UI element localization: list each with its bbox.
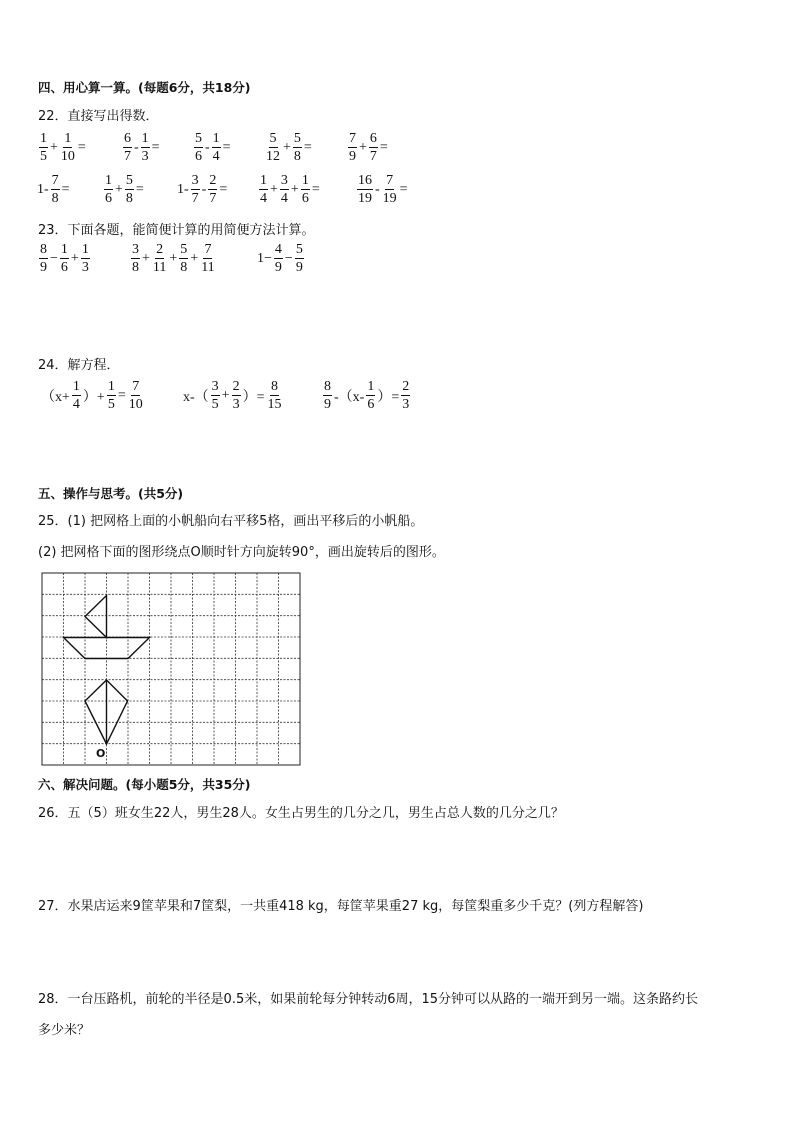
numerator: 5 — [195, 131, 202, 146]
numerator: 1 — [81, 242, 89, 257]
operator: = — [311, 182, 320, 197]
numerator: 2 — [156, 242, 164, 257]
operator: 1− — [257, 251, 272, 266]
denominator: 6 — [195, 149, 202, 164]
denominator: 7 — [191, 191, 199, 206]
point-o-label: O — [96, 747, 106, 760]
numerator: 8 — [40, 242, 47, 257]
operator: （x+ — [41, 390, 70, 405]
numerator: 8 — [270, 379, 278, 394]
fraction — [323, 380, 332, 412]
numerator: 1 — [301, 173, 309, 188]
denominator: 19 — [358, 191, 372, 206]
denominator: 10 — [128, 397, 143, 412]
denominator: 5 — [211, 397, 219, 412]
q22-expr-1 — [38, 132, 87, 164]
question-23-label: 23．下面各题，能简便计算的用简便方法计算。 — [38, 223, 315, 238]
grid-lines — [42, 573, 300, 765]
denominator: 8 — [125, 191, 133, 206]
fraction — [51, 174, 60, 206]
numerator: 3 — [191, 173, 199, 188]
question-25-part-1: 25．(1) 把网格上面的小帆船向右平移5格，画出平移后的小帆船。 — [38, 514, 424, 529]
numerator: 3 — [280, 173, 288, 188]
operator: - — [205, 140, 210, 155]
fraction — [211, 380, 220, 412]
operator: = — [61, 182, 70, 197]
numerator: 1 — [40, 131, 47, 146]
denominator: 11 — [152, 260, 167, 275]
denominator: 3 — [232, 397, 240, 412]
fraction — [81, 243, 90, 275]
numerator: 1 — [72, 379, 80, 394]
operator: - — [375, 182, 380, 197]
operator: = — [222, 140, 231, 155]
fraction — [382, 174, 398, 206]
operator: = — [135, 182, 144, 197]
q23-expr-3 — [256, 243, 305, 275]
fraction — [60, 132, 76, 164]
operator: + — [283, 140, 291, 155]
numerator: 1 — [367, 379, 375, 394]
q22-expr-9 — [258, 174, 321, 206]
denominator: 11 — [201, 260, 215, 275]
fraction — [293, 132, 302, 164]
q24-expr-1 — [40, 380, 145, 412]
question-26: 26．五（5）班女生22人，男生28人。女生占男生的几分之几，男生占总人数的几分之几？ — [38, 806, 564, 821]
fraction — [208, 174, 217, 206]
fraction — [266, 380, 282, 412]
operator: + — [290, 182, 299, 197]
fraction — [104, 174, 113, 206]
fraction — [72, 380, 81, 412]
fraction — [212, 132, 221, 164]
fraction — [401, 380, 410, 412]
sailboat-sail — [85, 596, 107, 638]
numerator: 7 — [132, 379, 140, 394]
denominator: 19 — [382, 191, 397, 206]
denominator: 9 — [324, 397, 331, 412]
operator: - — [134, 140, 139, 155]
operator: ）+ — [82, 390, 105, 405]
fraction — [39, 132, 48, 164]
operator: = — [77, 140, 86, 155]
operator: + — [142, 251, 150, 266]
numerator: 7 — [51, 173, 59, 188]
section-5-title: 五、操作与思考。(共5分) — [38, 486, 184, 501]
fraction — [357, 174, 373, 206]
denominator: 9 — [349, 149, 356, 164]
q22-expr-7 — [103, 174, 145, 206]
fraction — [179, 243, 188, 275]
operator: + — [359, 140, 367, 155]
operator: + — [70, 251, 79, 266]
kite-figure — [85, 680, 128, 744]
operator: 1- — [177, 182, 189, 197]
fraction — [128, 380, 144, 412]
denominator: 7 — [124, 149, 131, 164]
numerator: 16 — [358, 173, 372, 188]
fraction — [232, 380, 241, 412]
operator: − — [50, 251, 58, 266]
operator: = — [219, 182, 228, 197]
fraction — [369, 132, 378, 164]
question-25-part-2: (2) 把网格下面的图形绕点O顺时针方向旋转90°，画出旋转后的图形。 — [38, 545, 445, 560]
numerator: 5 — [180, 242, 188, 257]
sailboat-figure — [64, 596, 150, 659]
q22-expr-2 — [122, 132, 161, 164]
fraction — [259, 174, 268, 206]
drawing-grid — [40, 570, 302, 770]
denominator: 9 — [40, 260, 47, 275]
numerator: 7 — [204, 242, 212, 257]
numerator: 1 — [64, 131, 72, 146]
numerator: 2 — [209, 173, 217, 188]
fraction — [301, 174, 310, 206]
denominator: 6 — [105, 191, 112, 206]
numerator: 3 — [132, 242, 139, 257]
q22-expr-8 — [176, 174, 228, 206]
operator: -（x- — [334, 390, 365, 405]
fraction — [60, 243, 69, 275]
denominator: 15 — [267, 397, 282, 412]
question-28-line-2: 多少米？ — [38, 1023, 91, 1038]
fraction — [348, 132, 357, 164]
denominator: 7 — [209, 191, 217, 206]
q24-expr-2 — [182, 380, 283, 412]
fraction — [39, 243, 48, 275]
denominator: 8 — [132, 260, 139, 275]
fraction — [125, 174, 134, 206]
denominator: 4 — [260, 191, 267, 206]
numerator: 6 — [369, 131, 377, 146]
denominator: 8 — [293, 149, 301, 164]
q23-expr-1 — [38, 243, 91, 275]
q22-expr-4 — [264, 132, 313, 164]
denominator: 3 — [141, 149, 149, 164]
q22-expr-6 — [36, 174, 71, 206]
operator: ）= — [242, 390, 265, 405]
numerator: 1 — [107, 379, 115, 394]
question-28-line-1: 28．一台压路机，前轮的半径是0.5米，如果前轮每分钟转动6周，15分钟可以从路的一端开到另一端。这条路约长 — [38, 992, 699, 1007]
numerator: 1 — [105, 173, 112, 188]
numerator: 5 — [269, 131, 277, 146]
operator: + — [270, 182, 278, 197]
fraction — [191, 174, 200, 206]
fraction — [107, 380, 116, 412]
denominator: 9 — [295, 260, 303, 275]
numerator: 5 — [125, 173, 133, 188]
denominator: 9 — [274, 260, 282, 275]
q23-expr-2 — [130, 243, 217, 275]
operator: ）= — [377, 390, 400, 405]
q22-expr-5 — [347, 132, 389, 164]
denominator: 6 — [60, 260, 68, 275]
section-6-title: 六、解决问题。(每小题5分，共35分) — [38, 777, 251, 792]
operator: + — [50, 140, 58, 155]
operator: - — [201, 182, 207, 197]
denominator: 5 — [40, 149, 47, 164]
numerator: 1 — [212, 131, 220, 146]
denominator: 8 — [180, 260, 188, 275]
q24-expr-3 — [322, 380, 411, 412]
question-24-label: 24．解方程． — [38, 358, 120, 373]
denominator: 4 — [212, 149, 220, 164]
denominator: 7 — [369, 149, 377, 164]
fraction — [141, 132, 150, 164]
operator: x-（ — [183, 390, 209, 405]
section-4-title: 四、用心算一算。(每题6分，共18分) — [38, 80, 251, 95]
denominator: 6 — [367, 397, 375, 412]
denominator: 6 — [301, 191, 309, 206]
denominator: 8 — [51, 191, 59, 206]
fraction — [366, 380, 375, 412]
fraction — [295, 243, 304, 275]
denominator: 3 — [81, 260, 89, 275]
fraction — [200, 243, 215, 275]
question-22-label: 22．直接写出得数． — [38, 109, 159, 124]
operator: 1- — [37, 182, 49, 197]
fraction — [274, 243, 283, 275]
q22-expr-10 — [356, 174, 409, 206]
numerator: 1 — [260, 173, 267, 188]
fraction — [131, 243, 140, 275]
numerator: 4 — [274, 242, 282, 257]
numerator: 5 — [293, 131, 301, 146]
fraction — [265, 132, 281, 164]
operator: − — [284, 251, 293, 266]
numerator: 1 — [60, 242, 68, 257]
numerator: 1 — [141, 131, 149, 146]
operator: + — [221, 388, 230, 403]
operator: = — [303, 140, 312, 155]
fraction — [280, 174, 289, 206]
operator: + — [115, 182, 123, 197]
operator: = — [117, 388, 126, 403]
numerator: 5 — [295, 242, 303, 257]
q22-expr-3 — [193, 132, 232, 164]
denominator: 12 — [266, 149, 280, 164]
numerator: 6 — [124, 131, 131, 146]
operator: = — [399, 182, 408, 197]
numerator: 3 — [211, 379, 219, 394]
denominator: 3 — [402, 397, 410, 412]
fraction — [123, 132, 132, 164]
numerator: 2 — [402, 379, 410, 394]
fraction — [152, 243, 167, 275]
fraction — [194, 132, 203, 164]
numerator: 2 — [232, 379, 240, 394]
numerator: 7 — [349, 131, 356, 146]
numerator: 7 — [386, 173, 394, 188]
numerator: 8 — [324, 379, 331, 394]
denominator: 4 — [72, 397, 80, 412]
operator: = — [151, 140, 160, 155]
operator: + — [169, 251, 178, 266]
question-27: 27．水果店运来9筐苹果和7筐梨，一共重418 kg，每筐苹果重27 kg，每筐梨重多少千克？(列方程解答) — [38, 899, 644, 914]
denominator: 10 — [60, 149, 75, 164]
denominator: 5 — [107, 397, 115, 412]
operator: = — [379, 140, 388, 155]
denominator: 4 — [280, 191, 288, 206]
operator: + — [190, 251, 199, 266]
